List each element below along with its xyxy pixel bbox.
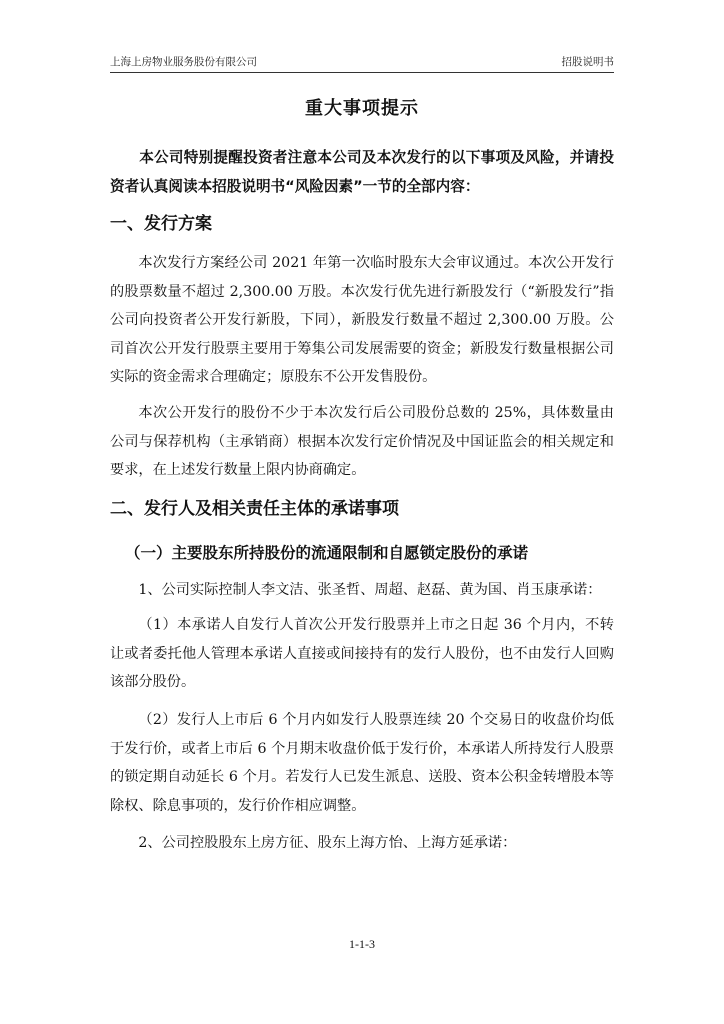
section-1-heading: 一、发行方案 xyxy=(110,214,212,234)
commitment-item-1: 1、公司实际控制人李文洁、张圣哲、周超、赵磊、黄为国、肖玉康承诺： xyxy=(138,582,602,598)
page-title: 重大事项提示 xyxy=(305,98,419,119)
section-1-paragraph-2: 本次公开发行的股份不少于本次发行后公司股份总数的 25%，具体数量由公司与保荐机构（主承销商）根据本次发行定价情况及中国证监会的相关规定和要求，在上述发行数量上限内协商确定。 xyxy=(110,405,614,478)
commitment-item-2: 2、公司控股股东上房方征、股东上海方怡、上海方延承诺： xyxy=(138,835,517,851)
section-1-paragraph-1: 本次发行方案经公司 2021 年第一次临时股东大会审议通过。本次公开发行的股票数量不超过 2,300.00 万股。本次发行优先进行新股发行（“新股发行”指公司向投资者公开发行新股，下同），新股发行数量不超过 2,300.00 万股。公司首次公开发行股票主要用于筹集公司发展需要的资金；新股发行数量根据公司实际的资金需求合理确定；原股东不公开发售股份。 xyxy=(110,255,614,385)
commitment-item-1-1: （1）本承诺人自发行人首次公开发行股票并上市之日起 36 个月内，不转让或者委托他人管理本承诺人直接或间接持有的发行人股份，也不由发行人回购该部分股份。 xyxy=(110,617,614,690)
header-company-name: 上海上房物业服务股份有限公司 xyxy=(110,56,257,68)
header-document-type: 招股说明书 xyxy=(561,56,614,68)
subsection-1-heading: （一）主要股东所持股份的流通限制和自愿锁定股份的承诺 xyxy=(125,544,529,562)
page-header xyxy=(110,52,614,73)
intro-paragraph: 本公司特别提醒投资者注意本公司及本次发行的以下事项及风险，并请投资者认真阅读本招股说明书“风险因素”一节的全部内容： xyxy=(110,149,614,195)
section-2-heading: 二、发行人及相关责任主体的承诺事项 xyxy=(110,499,399,519)
page-number: 1-1-3 xyxy=(349,937,375,951)
commitment-item-1-2: （2）发行人上市后 6 个月内如发行人股票连续 20 个交易日的收盘价均低于发行价，或者上市后 6 个月期末收盘价低于发行价，本承诺人所持发行人股票的锁定期自动延长 6 个月。若发行人已发生派息、送股、资本公积金转增股本等除权、除息事项的，发行价作相应调整。 xyxy=(110,712,614,814)
